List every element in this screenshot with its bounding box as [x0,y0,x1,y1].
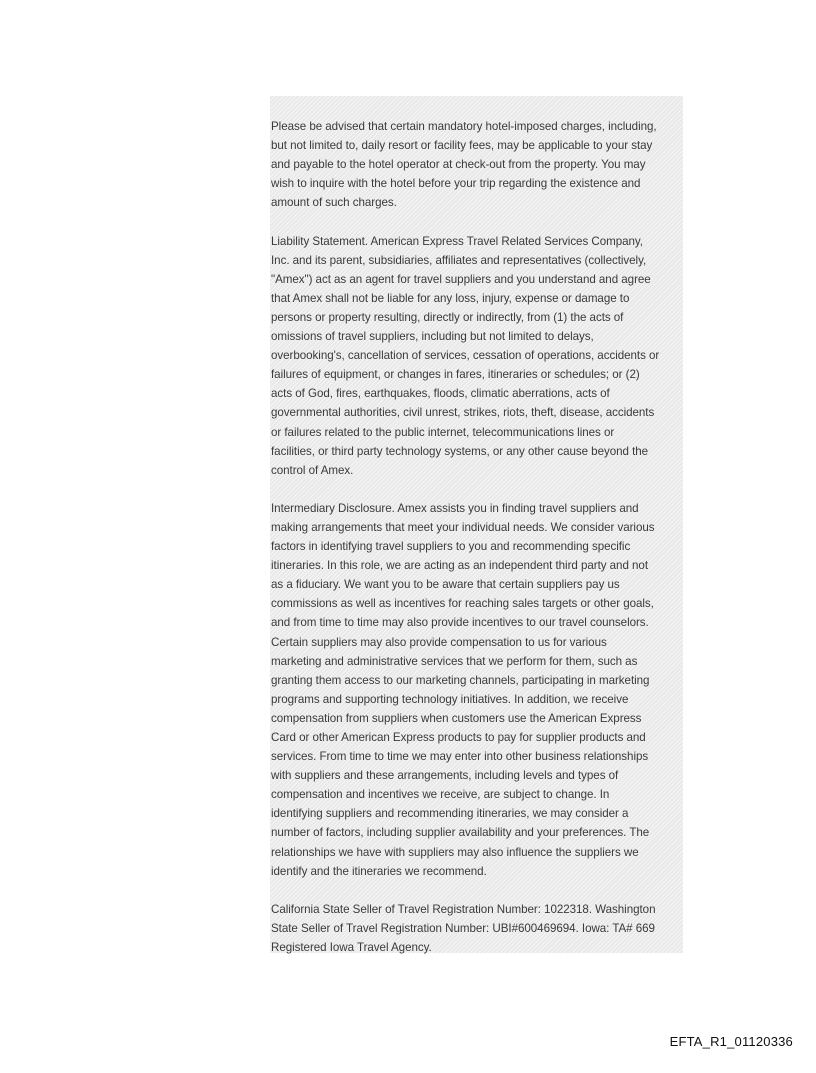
registration-numbers-paragraph: California State Seller of Travel Registration Number: 1022318. Washington State Seller of Travel Registration Number: UBI#600469694. Iowa: TA# 669 Registered Iowa Travel Agency. [271,902,656,955]
hotel-charges-paragraph: Please be advised that certain mandatory hotel-imposed charges, including, but not limited to, daily resort or facility fees, may be applicable to your stay and payable to the hotel operator at check-out from the property. You may wish to inquire with the hotel before your trip regarding the existence and amount of such charges. [271,120,657,210]
document-body [271,117,691,976]
intermediary-disclosure-paragraph: Intermediary Disclosure. Amex assists you in finding travel suppliers and making arrangements that meet your individual needs. We consider various factors in identifying travel suppliers to you and recommending specific itineraries. In this role, we are acting as an independent third party and not as a fiduciary. We want you to be aware that certain suppliers pay us commissions as well as incentives for reaching sales targets or other goals, and from time to time may also provide incentives to our travel counselors. Certain suppliers may also provide compensation to us for various marketing and administrative services that we perform for them, such as granting them access to our marketing channels, participating in marketing programs and supporting technology initiatives. In addition, we receive compensation from suppliers when customers use the American Express Card or other American Express products to pay for supplier products and services. From time to time we may enter into other business relationships with suppliers and these arrangements, including levels and types of compensation and incentives we receive, are subject to change. In identifying suppliers and recommending itineraries, we may consider a number of factors, including supplier availability and your preferences. The relationships we have with suppliers may also influence the suppliers we identify and the itineraries we recommend. [271,501,655,878]
liability-statement-paragraph: Liability Statement. American Express Travel Related Services Company, Inc. and its parent, subsidiaries, affiliates and representatives (collectively, "Amex") act as an agent for travel suppliers and you understand and agree that Amex shall not be liable for any loss, injury, expense or damage to persons or property resulting, directly or indirectly, from (1) the acts of omissions of travel suppliers, including but not limited to delays, overbooking's, cancellation of services, cessation of operations, accidents or failures of equipment, or changes in fares, itineraries or schedules; or (2) acts of God, fires, earthquakes, floods, climatic aberrations, acts of governmental authorities, civil unrest, strikes, riots, theft, disease, accidents or failures related to the public internet, telecommunications lines or facilities, or third party technology systems, or any other cause beyond the control of Amex. [271,234,660,477]
document-id-label: EFTA_R1_01120336 [669,1034,793,1049]
